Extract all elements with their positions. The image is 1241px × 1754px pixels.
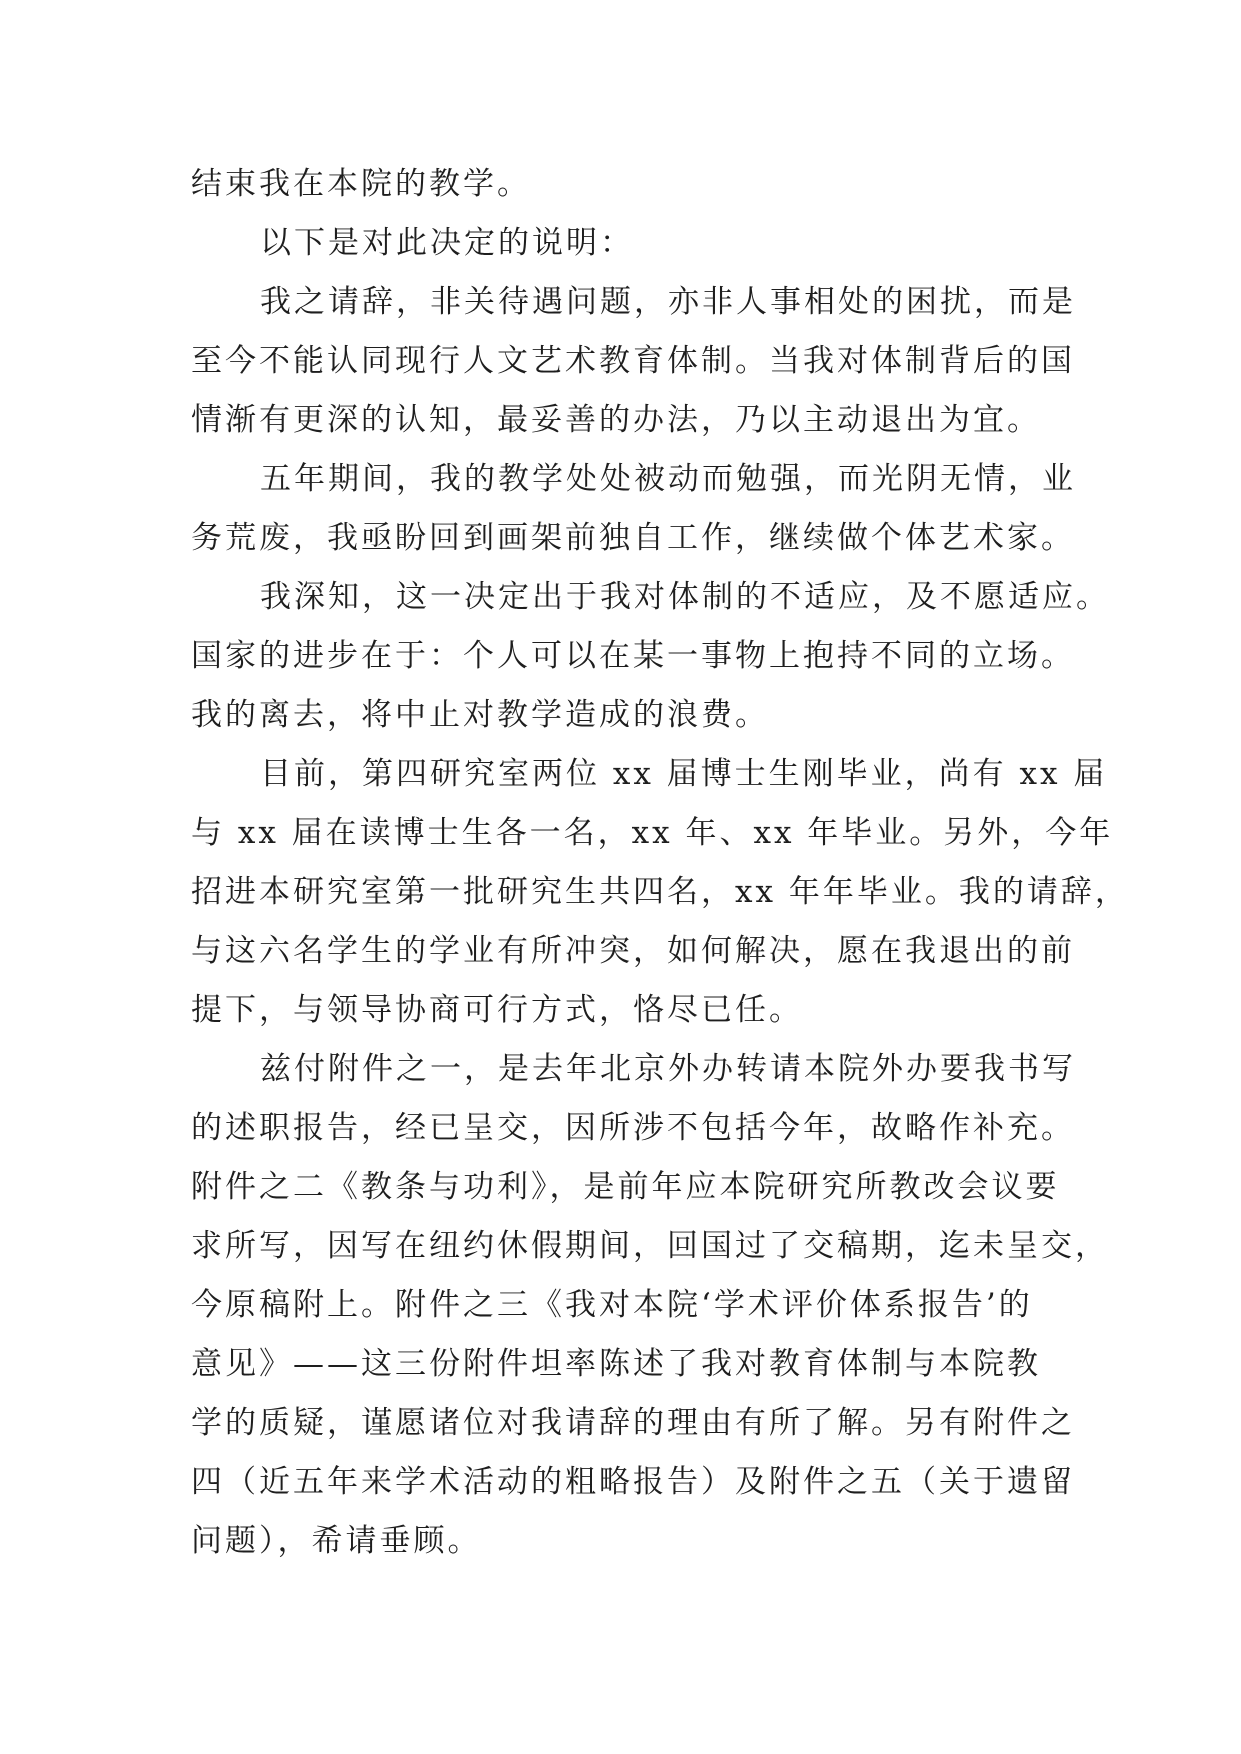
document-body [191,155,1129,1571]
text-line: 我之请辞，非关待遇问题，亦非人事相处的困扰，而是 [260,284,1076,320]
text-line: 提下，与领导协商可行方式，恪尽已任。 [191,992,803,1028]
text-line: 务荒废，我亟盼回到画架前独自工作，继续做个体艺术家。 [191,520,1075,556]
text-line: 学的质疑，谨愿诸位对我请辞的理由有所了解。另有附件之 [191,1405,1075,1441]
text-line: 求所写，因写在纽约休假期间，回国过了交稿期，迄未呈交， [191,1228,1109,1264]
text-line: 与这六名学生的学业有所冲突，如何解决，愿在我退出的前 [191,933,1075,969]
text-line: 情渐有更深的认知，最妥善的办法，乃以主动退出为宜。 [191,402,1041,438]
text-line: 目前，第四研究室两位 xx 届博士生刚毕业，尚有 xx 届 [260,756,1108,792]
text-line: 我深知，这一决定出于我对体制的不适应，及不愿适应。 [260,579,1110,615]
text-line: 招进本研究室第一批研究生共四名，xx 年年毕业。我的请辞， [191,874,1129,910]
text-line: 附件之二《教条与功利》，是前年应本院研究所教改会议要 [191,1169,1060,1205]
text-line: 国家的进步在于：个人可以在某一事物上抱持不同的立场。 [191,638,1075,674]
text-line: 我的离去，将中止对教学造成的浪费。 [191,697,769,733]
text-line: 至今不能认同现行人文艺术教育体制。当我对体制背后的国 [191,343,1075,379]
text-line: 五年期间，我的教学处处被动而勉强，而光阴无情，业 [260,461,1076,497]
text-line: 今原稿附上。附件之三《我对本院‘学术评价体系报告’的 [191,1287,1033,1323]
text-line: 兹付附件之一，是去年北京外办转请本院外办要我书写 [260,1051,1076,1087]
text-line: 意见》——这三份附件坦率陈述了我对教育体制与本院教 [191,1346,1041,1382]
text-line: 四（近五年来学术活动的粗略报告）及附件之五（关于遗留 [191,1464,1075,1500]
text-line: 问题），希请垂顾。 [191,1523,482,1559]
text-line: 以下是对此决定的说明： [260,225,634,261]
text-line: 的述职报告，经已呈交，因所涉不包括今年，故略作补充。 [191,1110,1075,1146]
text-line: 结束我在本院的教学。 [191,166,531,202]
text-line: 与 xx 届在读博士生各一名，xx 年、xx 年毕业。另外，今年 [191,815,1114,851]
